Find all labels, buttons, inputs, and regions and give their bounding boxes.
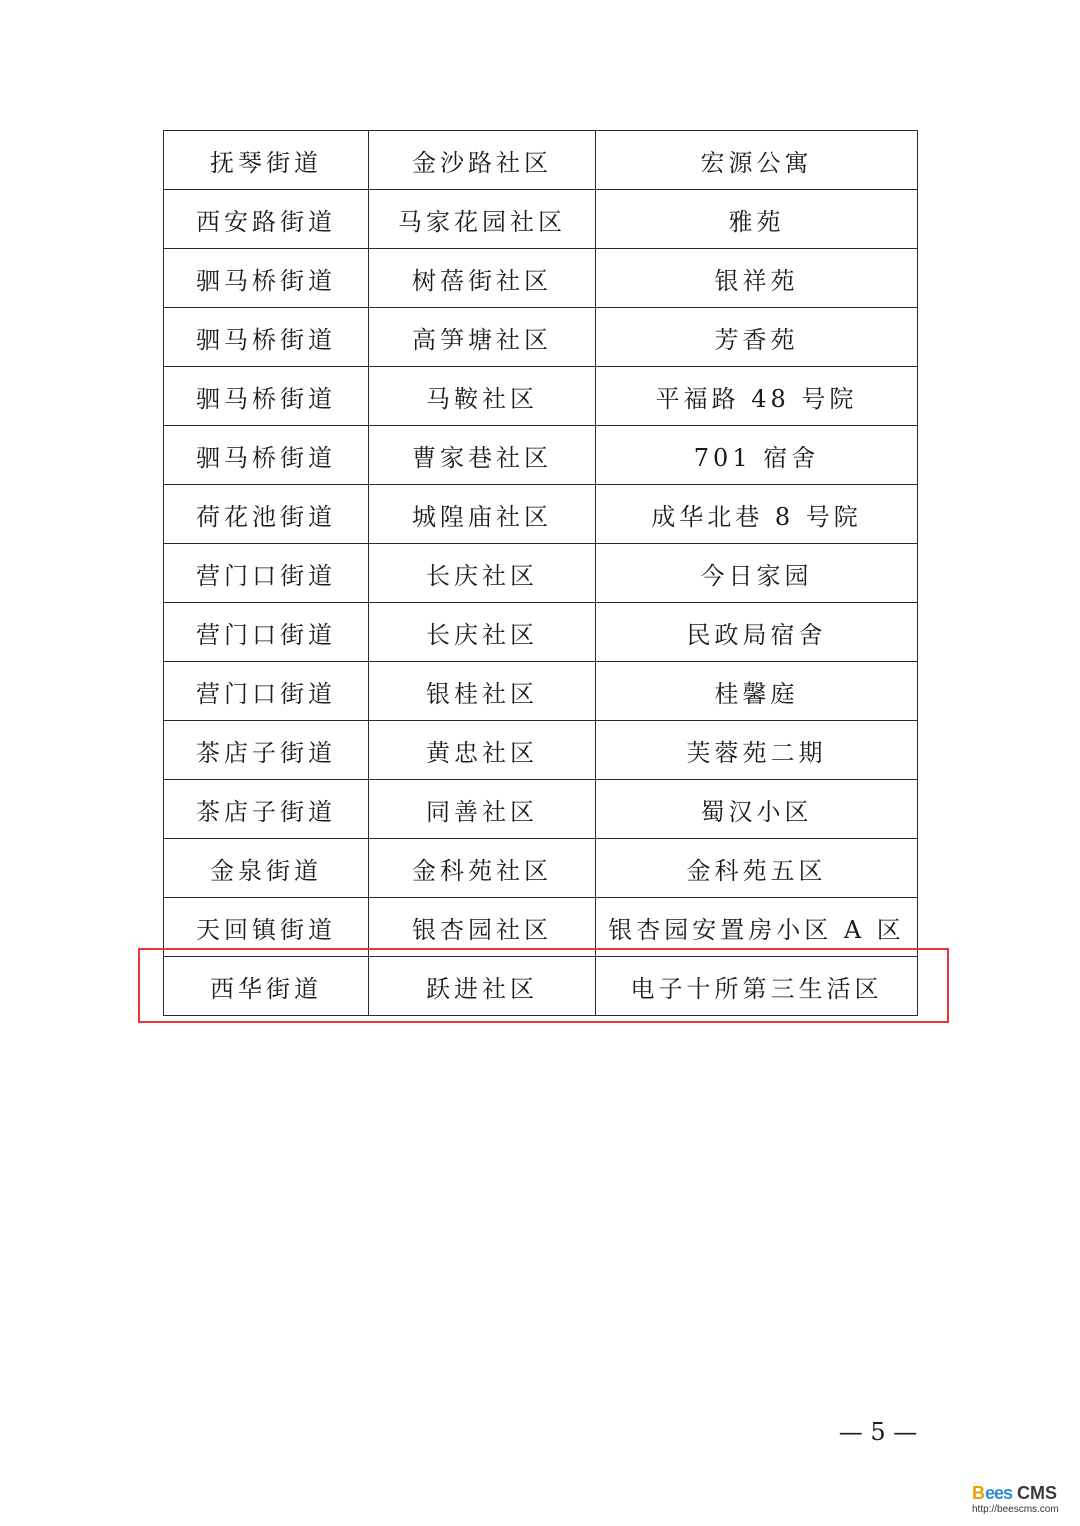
residence-cell: 银祥苑 — [596, 249, 918, 308]
table-row — [164, 485, 918, 544]
table-row — [164, 367, 918, 426]
table-row — [164, 190, 918, 249]
community-table — [163, 130, 918, 1016]
community-cell: 马鞍社区 — [369, 367, 596, 426]
community-cell: 黄忠社区 — [369, 721, 596, 780]
residence-cell: 银杏园安置房小区 A 区 — [596, 898, 918, 957]
table-row — [164, 898, 918, 957]
residence-cell: 桂馨庭 — [596, 662, 918, 721]
street-cell: 天回镇街道 — [164, 898, 369, 957]
table-row — [164, 662, 918, 721]
residence-cell: 电子十所第三生活区 — [596, 957, 918, 1016]
community-cell: 长庆社区 — [369, 603, 596, 662]
residence-cell: 宏源公寓 — [596, 131, 918, 190]
street-cell: 驷马桥街道 — [164, 308, 369, 367]
table-row — [164, 544, 918, 603]
table-row — [164, 957, 918, 1016]
residence-cell: 成华北巷 8 号院 — [596, 485, 918, 544]
table-row — [164, 426, 918, 485]
watermark-url: http://beescms.com — [972, 1504, 1059, 1515]
table-row — [164, 603, 918, 662]
beescms-watermark — [972, 1484, 1072, 1520]
street-cell: 荷花池街道 — [164, 485, 369, 544]
street-cell: 营门口街道 — [164, 603, 369, 662]
residence-cell: 芳香苑 — [596, 308, 918, 367]
community-cell: 同善社区 — [369, 780, 596, 839]
residence-cell: 雅苑 — [596, 190, 918, 249]
community-cell: 高笋塘社区 — [369, 308, 596, 367]
community-cell: 跃进社区 — [369, 957, 596, 1016]
community-cell: 树蓓街社区 — [369, 249, 596, 308]
residence-cell: 平福路 48 号院 — [596, 367, 918, 426]
table-row — [164, 780, 918, 839]
table-row — [164, 131, 918, 190]
residence-cell: 芙蓉苑二期 — [596, 721, 918, 780]
community-cell: 金沙路社区 — [369, 131, 596, 190]
community-cell: 银桂社区 — [369, 662, 596, 721]
street-cell: 驷马桥街道 — [164, 249, 369, 308]
street-cell: 茶店子街道 — [164, 721, 369, 780]
community-cell: 金科苑社区 — [369, 839, 596, 898]
street-cell: 抚琴街道 — [164, 131, 369, 190]
residence-cell: 今日家园 — [596, 544, 918, 603]
table-row — [164, 249, 918, 308]
community-cell: 曹家巷社区 — [369, 426, 596, 485]
community-cell: 银杏园社区 — [369, 898, 596, 957]
street-cell: 营门口街道 — [164, 544, 369, 603]
page-number: — 5 — — [838, 1418, 918, 1446]
table-row — [164, 721, 918, 780]
residence-cell: 金科苑五区 — [596, 839, 918, 898]
street-cell: 西安路街道 — [164, 190, 369, 249]
residence-cell: 701 宿舍 — [596, 426, 918, 485]
community-cell: 城隍庙社区 — [369, 485, 596, 544]
street-cell: 驷马桥街道 — [164, 367, 369, 426]
street-cell: 金泉街道 — [164, 839, 369, 898]
residence-cell: 蜀汉小区 — [596, 780, 918, 839]
community-cell: 马家花园社区 — [369, 190, 596, 249]
table-body — [164, 131, 918, 1016]
watermark-logo: Bees CMS — [972, 1483, 1058, 1503]
residence-cell: 民政局宿舍 — [596, 603, 918, 662]
community-cell: 长庆社区 — [369, 544, 596, 603]
street-cell: 营门口街道 — [164, 662, 369, 721]
table-row — [164, 839, 918, 898]
street-cell: 西华街道 — [164, 957, 369, 1016]
street-cell: 茶店子街道 — [164, 780, 369, 839]
table-row — [164, 308, 918, 367]
street-cell: 驷马桥街道 — [164, 426, 369, 485]
